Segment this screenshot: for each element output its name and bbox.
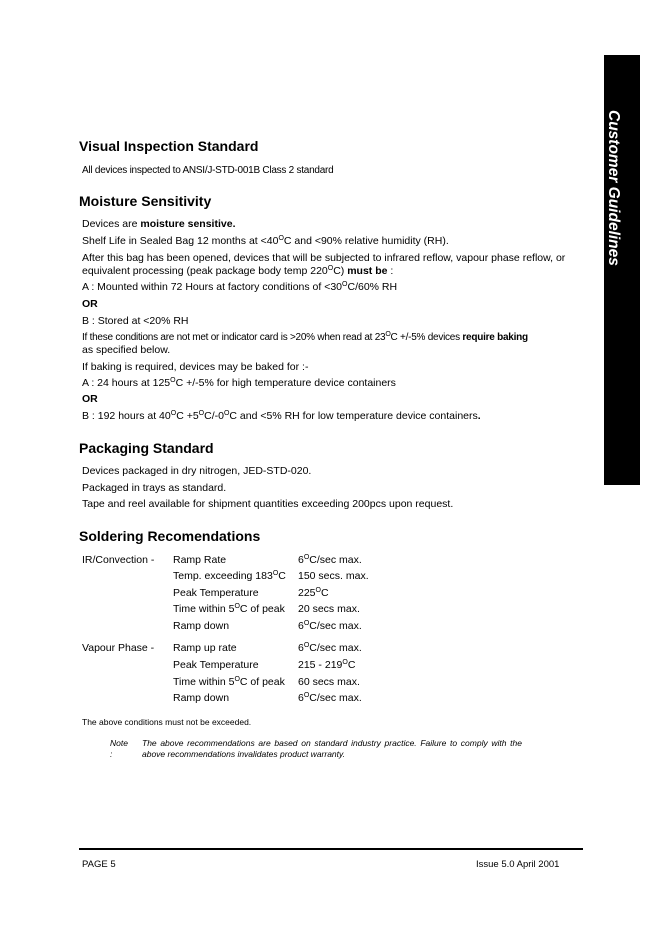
packaging-heading: Packaging Standard <box>79 440 214 456</box>
vp-param-ramp-up: Ramp up rate <box>173 642 237 654</box>
visual-line: All devices inspected to ANSI/J-STD-001B Class 2 standard <box>82 165 334 176</box>
moisture-line-9: If baking is required, devices may be baked for :- <box>82 361 309 373</box>
moisture-line-6: B : Stored at <20% RH <box>82 315 189 327</box>
vp-param-ramp-down: Ramp down <box>173 692 230 704</box>
soldering-heading: Soldering Recomendations <box>79 528 261 544</box>
ir-val-peak-temp: $225^OC$ <box>298 587 329 599</box>
ir-param-ramp-rate: Ramp Rate <box>173 554 227 566</box>
vp-val-ramp-down: $6^OC/\sec$ max. <box>298 692 362 704</box>
ir-param-time-within: Time within $5^OC$ of peak <box>173 603 285 615</box>
moisture-heading: Moisture Sensitivity <box>79 193 212 209</box>
note-label: Note : <box>110 738 128 759</box>
footer-rule <box>79 848 583 850</box>
packaging-line-1: Devices packaged in dry nitrogen, JED-STD-020. <box>82 465 312 477</box>
moisture-line-8: as specified below. <box>82 344 171 356</box>
moisture-line-3: After this bag has been opened, devices that will be subjected to infrared reflow, vapour phase reflow, or <box>82 252 566 264</box>
moisture-line-7: If these conditions are not met or indicator card is >20% when read at $23^OC +/-5\%$ devices require baking <box>82 331 528 343</box>
ir-val-time-within: 20 secs max. <box>298 603 360 615</box>
vp-val-ramp-up: $6^OC/\sec$ max. <box>298 642 362 654</box>
side-tab-label: Customer Guidelines <box>605 110 622 266</box>
visual-heading: Visual Inspection Standard <box>79 138 259 154</box>
packaging-line-3: Tape and reel available for shipment quantities exceeding 200pcs upon request. <box>82 498 454 510</box>
ir-param-temp-exceeding: Temp. exceeding $183^OC$ <box>173 570 286 582</box>
moisture-line-10: A : 24 hours at $125^OC +/-5\%$ for high temperature device containers <box>82 377 396 389</box>
ir-val-ramp-down: $6^OC/\sec$ max. <box>298 620 362 632</box>
footer-issue: Issue 5.0 April 2001 <box>476 859 560 870</box>
vp-label: Vapour Phase - <box>82 642 155 654</box>
ir-param-ramp-down: Ramp down <box>173 620 230 632</box>
moisture-line-4: equivalent processing (peak package body temp $220^OC$) must be : <box>82 265 394 277</box>
moisture-line-5: A : Mounted within 72 Hours at factory conditions of $<30^OC/60\%$ RH <box>82 281 398 293</box>
vp-param-peak-temp: Peak Temperature <box>173 659 259 671</box>
moisture-line-2: Shelf Life in Sealed Bag 12 months at $<40^OC$ and <90% relative humidity (RH). <box>82 235 449 247</box>
conditions-text: The above conditions must not be exceeded. <box>82 717 252 727</box>
moisture-or-2: OR <box>82 393 98 405</box>
ir-val-temp-exceeding: 150 secs. max. <box>298 570 369 582</box>
vp-param-time-within: Time within $5^OC$ of peak <box>173 676 285 688</box>
vp-val-peak-temp: $215 - 219^OC$ <box>298 659 356 671</box>
moisture-line-1: Devices are moisture sensitive. <box>82 218 236 230</box>
ir-param-peak-temp: Peak Temperature <box>173 587 259 599</box>
vp-val-time-within: 60 secs max. <box>298 676 360 688</box>
note-text: The above recommendations are based on standard industry practice. Failure to comply with the above recommendations invalidates product warranty. <box>142 738 522 759</box>
moisture-line-11: B : 192 hours at $40^OC +5^OC/-0^OC$ and <5% RH for low temperature device containers. <box>82 410 481 422</box>
ir-label: IR/Convection - <box>82 554 155 566</box>
ir-val-ramp-rate: $6^OC/\sec$ max. <box>298 554 362 566</box>
moisture-or-1: OR <box>82 298 98 310</box>
packaging-line-2: Packaged in trays as standard. <box>82 482 227 494</box>
footer-page: PAGE 5 <box>82 859 116 870</box>
